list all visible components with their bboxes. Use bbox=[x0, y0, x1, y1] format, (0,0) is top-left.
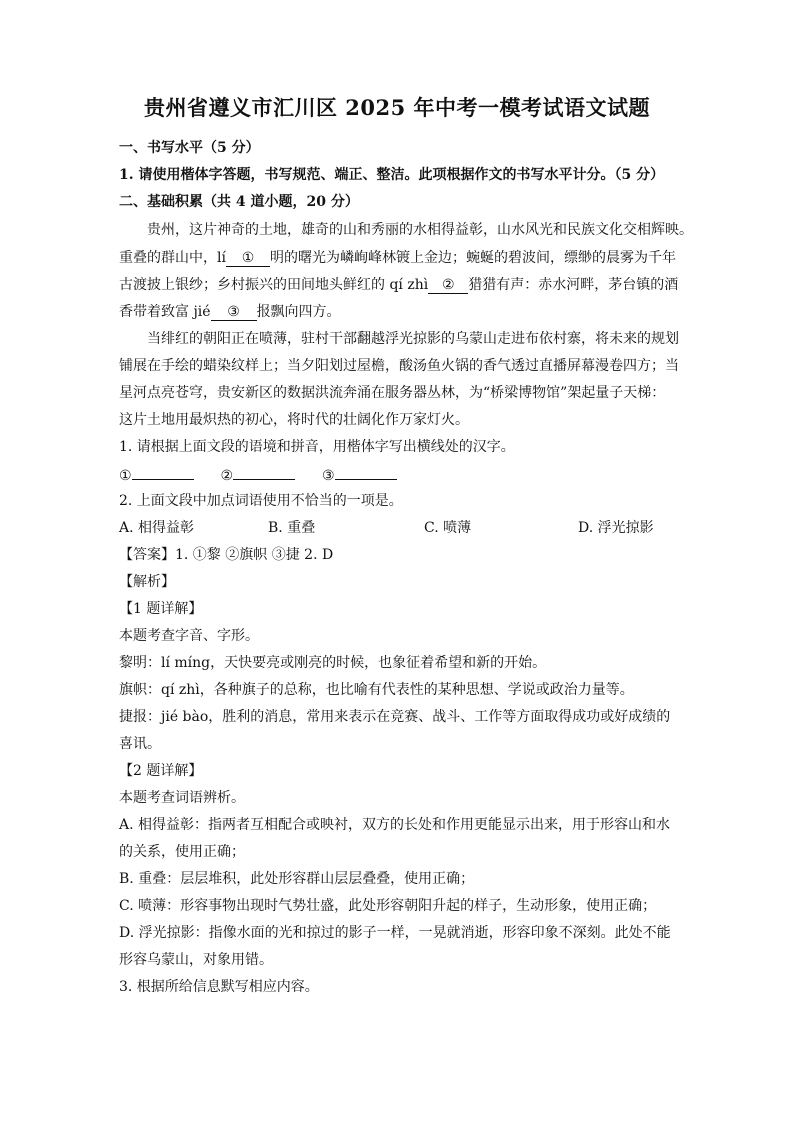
passage1-line3-end: 猎猎有声：赤水河畔，茅台镇的酒 bbox=[468, 277, 679, 293]
question-3-text: 3. 根据所给信息默写相应内容。 bbox=[119, 979, 319, 995]
detail-2-option-a-cont: 的关系，使用正确； bbox=[119, 844, 245, 860]
detail-1-word-2: 旗帜：qí zhì，各种旗子的总称，也比喻有代表性的某种思想、学说或政治力量等。 bbox=[119, 682, 634, 698]
detail-1-word-1: 黎明：lí míng，天快要亮或刚亮的时候，也象征着希望和新的开始。 bbox=[119, 655, 547, 671]
passage1-line4-start: 香带着致富 jié bbox=[119, 304, 211, 320]
passage1-line3-start: 古渡披上银纱；乡村振兴的田间地头鲜红的 qí zhì bbox=[119, 277, 429, 293]
question-writing-instruction: 1. 请使用楷体字答题，书写规范、端正、整洁。此项根据作文的书写水平计分。（5 分） bbox=[119, 167, 665, 183]
question-1-answer-blanks bbox=[119, 465, 397, 485]
section-heading-writing: 一、书写水平（5 分） bbox=[119, 140, 260, 156]
detail-2-heading: 【2 题详解】 bbox=[119, 763, 203, 779]
page-title: 贵州省遵义市汇川区 2025 年中考一模考试语文试题 bbox=[143, 95, 651, 120]
analysis-heading: 【解析】 bbox=[119, 574, 175, 590]
fill-blank-3[interactable]: ③ bbox=[211, 304, 257, 321]
passage1-line1-text: 贵州，这片神奇的土地，雄奇的山和秀丽的水相得益彰，山水风光和民族文化交相辉映。 bbox=[147, 222, 693, 238]
answer-blank-1-label: ① bbox=[119, 468, 132, 484]
answer-line: 【答案】1. ①黎 ②旗帜 ③捷 2. D bbox=[119, 547, 334, 563]
passage2-line2: 铺展在手绘的蜡染纹样上；当夕阳划过屋檐，酸汤鱼火锅的香气透过直播屏幕漫卷四方；当 bbox=[119, 358, 679, 374]
option-b[interactable]: B. 重叠 bbox=[268, 520, 316, 536]
detail-1-word-3: 捷报：jié bào，胜利的消息，常用来表示在竞赛、战斗、工作等方面取得成功或好成绩的 bbox=[119, 709, 671, 725]
passage2-line3: 星河点亮苍穹，贵安新区的数据洪流奔涌在服务器丛林，为“桥梁博物馆”架起量子天梯： bbox=[119, 385, 666, 401]
passage2-line4: 这片土地用最炽热的初心，将时代的壮阔化作万家灯火。 bbox=[119, 412, 469, 428]
fill-blank-2[interactable]: ② bbox=[428, 277, 468, 294]
answer-blank-3-label: ③ bbox=[321, 468, 335, 484]
detail-2-option-a: A. 相得益彰：指两者互相配合或映衬，双方的长处和作用更能显示出来，用于形容山和水 bbox=[119, 817, 671, 833]
passage1-line4-end: 报飘向四方。 bbox=[256, 304, 341, 320]
detail-2-option-d-cont: 形容乌蒙山，对象用错。 bbox=[119, 952, 273, 968]
option-d[interactable]: D. 浮光掠影 bbox=[578, 520, 654, 536]
detail-2-intro: 本题考查词语辨析。 bbox=[119, 790, 245, 806]
option-a[interactable]: A. 相得益彰 bbox=[119, 520, 195, 536]
passage1-line1 bbox=[147, 221, 693, 239]
answer-blank-2-label: ② bbox=[220, 468, 234, 484]
detail-2-option-c: C. 喷薄：形容事物出现时气势壮盛，此处形容朝阳升起的样子，生动形象，使用正确； bbox=[119, 898, 657, 914]
passage2-line1: 当绯红的朝阳正在喷薄，驻村干部翻越浮光掠影的乌蒙山走进布依村寨，将未来的规划 bbox=[147, 331, 679, 347]
passage1-line3 bbox=[119, 276, 678, 294]
detail-1-intro: 本题考查字音、字形。 bbox=[119, 628, 259, 644]
question-2-text: 2. 上面文段中加点词语使用不恰当的一项是。 bbox=[119, 493, 403, 509]
detail-2-option-b: B. 重叠：层层堆积，此处形容群山层层叠叠，使用正确； bbox=[119, 871, 475, 887]
fill-blank-1[interactable]: ① bbox=[226, 250, 270, 267]
passage1-line2-end: 明的曙光为嶙峋峰林镀上金边；蜿蜒的碧波间，缥缈的晨雾为千年 bbox=[269, 250, 676, 266]
detail-2-option-d: D. 浮光掠影：指像水面的光和掠过的影子一样，一晃就消逝，形容印象不深刻。此处不能 bbox=[119, 925, 671, 941]
option-c[interactable]: C. 喷薄 bbox=[424, 520, 472, 536]
detail-1-heading: 【1 题详解】 bbox=[119, 601, 203, 617]
passage1-line2-start: 重叠的群山中，lí bbox=[119, 250, 226, 266]
passage1-line2 bbox=[119, 249, 676, 267]
answer-blank-3[interactable] bbox=[335, 465, 397, 480]
answer-blank-1[interactable] bbox=[132, 465, 194, 480]
answer-blank-2[interactable] bbox=[233, 465, 295, 480]
detail-1-word-3-cont: 喜讯。 bbox=[119, 736, 161, 752]
passage1-line4 bbox=[119, 303, 341, 321]
question-1-text: 1. 请根据上面文段的语境和拼音，用楷体字写出横线处的汉字。 bbox=[119, 439, 515, 455]
section-heading-basics: 二、基础积累（共 4 道小题，20 分） bbox=[119, 194, 359, 210]
